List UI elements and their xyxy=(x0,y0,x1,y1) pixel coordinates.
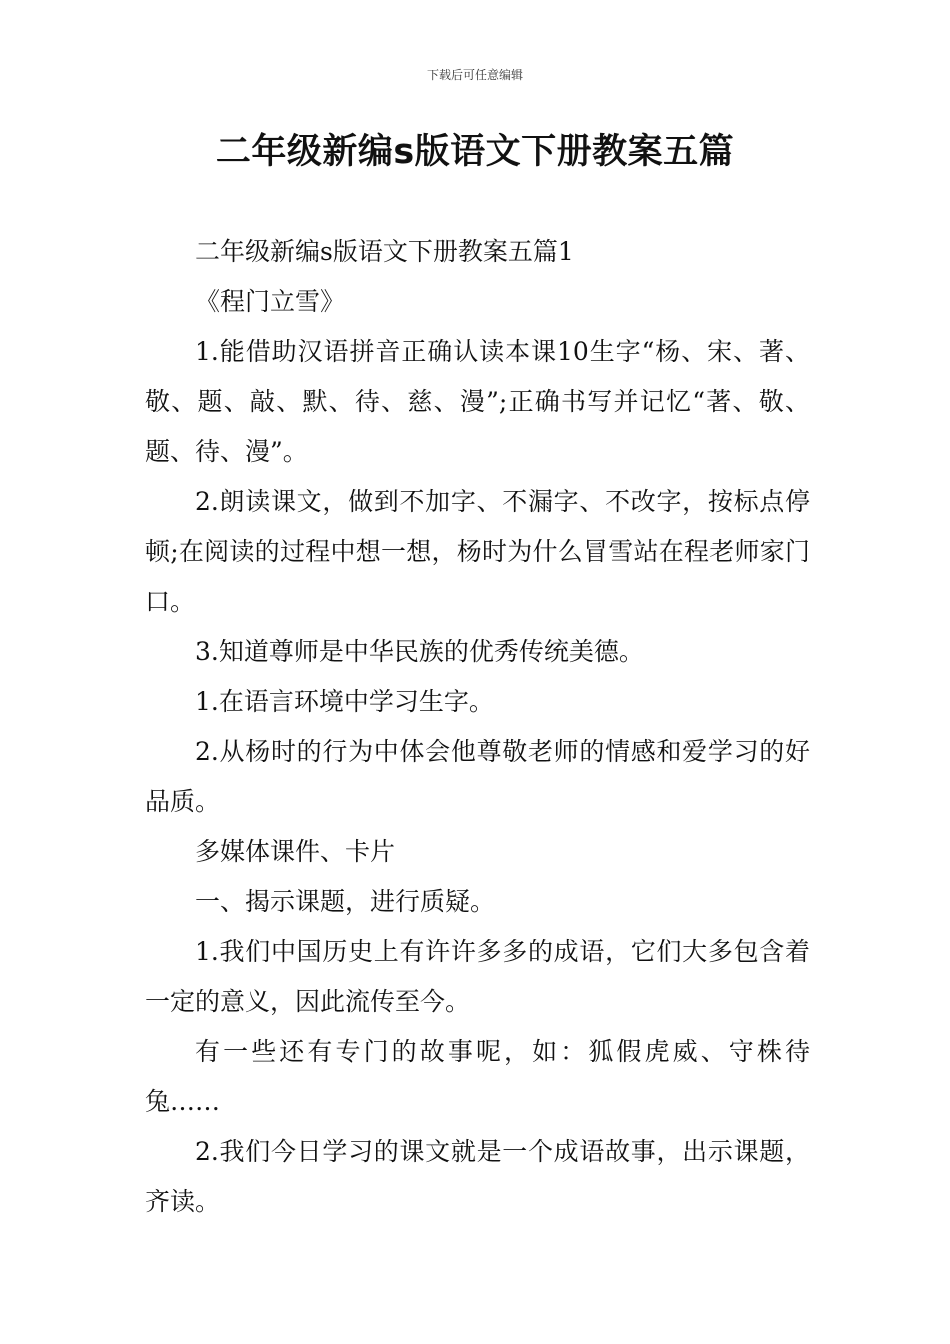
paragraph-materials: 多媒体课件、卡片 xyxy=(195,837,396,866)
paragraph-key-point-1: 1.在语言环境中学习生字。 xyxy=(195,687,494,716)
paragraph-key-point-2: 2.从杨时的行为中体会他尊敬老师的情感和爱学习的好品质。 xyxy=(145,737,810,816)
paragraph-step-1-heading: 一、揭示课题，进行质疑。 xyxy=(195,887,496,916)
paragraph-step-1-item-1: 1.我们中国历史上有许许多多的成语，它们大多包含着一定的意义，因此流传至今。 xyxy=(145,937,810,1016)
header-note: 下载后可任意编辑 xyxy=(426,68,523,82)
paragraph-goal-1: 1.能借助汉语拼音正确认读本课10生字“杨、宋、著、敬、题、敲、默、待、慈、漫”;正确书写并记忆“著、敬、题、待、漫”。 xyxy=(145,337,810,466)
document-title: 二年级新编s版语文下册教案五篇 xyxy=(215,132,735,172)
paragraph-goal-3: 3.知道尊师是中华民族的优秀传统美德。 xyxy=(195,637,644,666)
paragraph-lesson-heading: 二年级新编s版语文下册教案五篇1 xyxy=(195,237,574,266)
paragraph-step-1-examples: 有一些还有专门的故事呢，如：狐假虎威、守株待兔…… xyxy=(145,1037,810,1116)
document-body xyxy=(145,227,810,1227)
paragraph-step-1-item-2: 2.我们今日学习的课文就是一个成语故事，出示课题，齐读。 xyxy=(145,1137,810,1216)
paragraph-lesson-name: 《程门立雪》 xyxy=(195,287,346,316)
paragraph-goal-2: 2.朗读课文，做到不加字、不漏字、不改字，按标点停顿;在阅读的过程中想一想，杨时为什么冒雪站在程老师家门口。 xyxy=(145,487,810,616)
